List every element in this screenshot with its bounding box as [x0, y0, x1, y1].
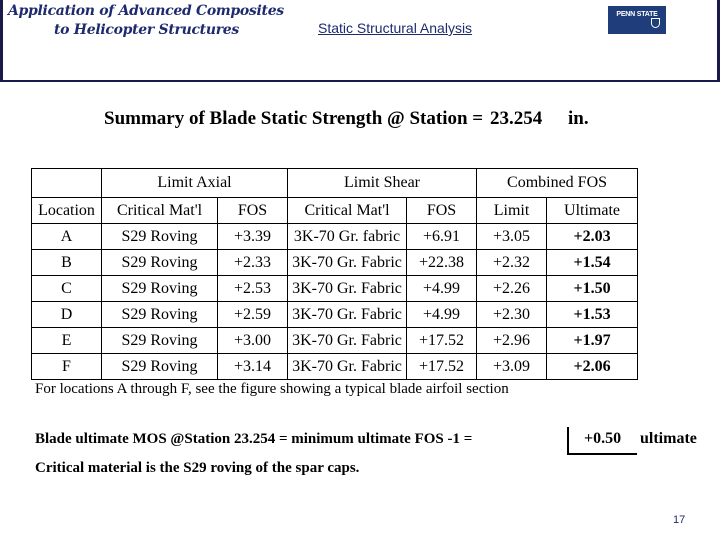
table-cell: +1.97 — [547, 328, 638, 354]
column-header: FOS — [407, 198, 477, 224]
table-cell: +4.99 — [407, 302, 477, 328]
critical-material-statement: Critical material is the S29 roving of the spar caps. — [35, 460, 360, 476]
table-cell: +2.06 — [547, 354, 638, 380]
column-header: FOS — [218, 198, 288, 224]
course-title-line1: Application of Advanced Composites — [8, 3, 284, 19]
table-cell: 3K-70 Gr. fabric — [288, 224, 407, 250]
table-group-header — [32, 169, 638, 198]
group-limit-shear: Limit Shear — [288, 169, 477, 198]
table-cell: +3.05 — [477, 224, 547, 250]
table-cell: +1.53 — [547, 302, 638, 328]
page-number: 17 — [673, 514, 686, 526]
table-cell: +2.32 — [477, 250, 547, 276]
table-cell: S29 Roving — [102, 224, 218, 250]
table-cell: 3K-70 Gr. Fabric — [288, 276, 407, 302]
table-row — [32, 302, 638, 328]
table-cell: +17.52 — [407, 328, 477, 354]
table-cell: +2.33 — [218, 250, 288, 276]
table-cell: 3K-70 Gr. Fabric — [288, 250, 407, 276]
course-title — [8, 2, 288, 40]
table-cell: F — [32, 354, 102, 380]
table-cell: S29 Roving — [102, 354, 218, 380]
table-cell: S29 Roving — [102, 328, 218, 354]
mos-value: +0.50 — [584, 430, 622, 447]
table-cell: +22.38 — [407, 250, 477, 276]
table-cell: +17.52 — [407, 354, 477, 380]
table-row — [32, 328, 638, 354]
table-cell: +2.30 — [477, 302, 547, 328]
location-note: For locations A through F, see the figure showing a typical blade airfoil section — [35, 381, 509, 397]
strength-table — [31, 168, 638, 380]
table-cell: S29 Roving — [102, 302, 218, 328]
table-cell: 3K-70 Gr. Fabric — [288, 328, 407, 354]
table-column-header — [32, 198, 638, 224]
column-header: Ultimate — [547, 198, 638, 224]
table-cell: +3.09 — [477, 354, 547, 380]
table-cell: S29 Roving — [102, 250, 218, 276]
column-header: Critical Mat'l — [288, 198, 407, 224]
table-cell: 3K-70 Gr. Fabric — [288, 302, 407, 328]
table-cell: +2.26 — [477, 276, 547, 302]
logo-text: PENN STATE — [616, 11, 658, 18]
summary-heading — [104, 108, 589, 130]
summary-station-unit: in. — [568, 108, 589, 129]
group-empty-cell — [32, 169, 102, 198]
table-row — [32, 276, 638, 302]
table-cell: +2.03 — [547, 224, 638, 250]
table-row — [32, 250, 638, 276]
table-cell: A — [32, 224, 102, 250]
column-header: Limit — [477, 198, 547, 224]
table-cell: +3.00 — [218, 328, 288, 354]
group-combined-fos: Combined FOS — [477, 169, 638, 198]
penn-state-logo — [608, 6, 666, 34]
table-cell: +3.14 — [218, 354, 288, 380]
section-title: Static Structural Analysis — [318, 20, 473, 36]
summary-label: Summary of Blade Static Strength @ Station = — [104, 108, 484, 129]
table-cell: +3.39 — [218, 224, 288, 250]
mos-suffix: ultimate — [640, 430, 697, 447]
table-cell: +2.59 — [218, 302, 288, 328]
table-cell: S29 Roving — [102, 276, 218, 302]
table-cell: 3K-70 Gr. Fabric — [288, 354, 407, 380]
table-cell: +4.99 — [407, 276, 477, 302]
table-cell: +2.96 — [477, 328, 547, 354]
table-cell: E — [32, 328, 102, 354]
group-limit-axial: Limit Axial — [102, 169, 288, 198]
course-title-line2: to Helicopter Structures — [54, 22, 239, 38]
shield-icon — [651, 18, 660, 28]
table-row — [32, 224, 638, 250]
table-cell: C — [32, 276, 102, 302]
summary-station-value: 23.254 — [490, 108, 543, 129]
table-cell: +2.53 — [218, 276, 288, 302]
table-row — [32, 354, 638, 380]
header-divider — [0, 80, 720, 82]
column-header: Location — [32, 198, 102, 224]
column-header: Critical Mat'l — [102, 198, 218, 224]
table-cell: +1.54 — [547, 250, 638, 276]
table-cell: +1.50 — [547, 276, 638, 302]
table-cell: +6.91 — [407, 224, 477, 250]
mos-statement: Blade ultimate MOS @Station 23.254 = minimum ultimate FOS -1 = — [35, 431, 473, 447]
table-cell: B — [32, 250, 102, 276]
header-frame-left — [0, 0, 3, 82]
table-cell: D — [32, 302, 102, 328]
